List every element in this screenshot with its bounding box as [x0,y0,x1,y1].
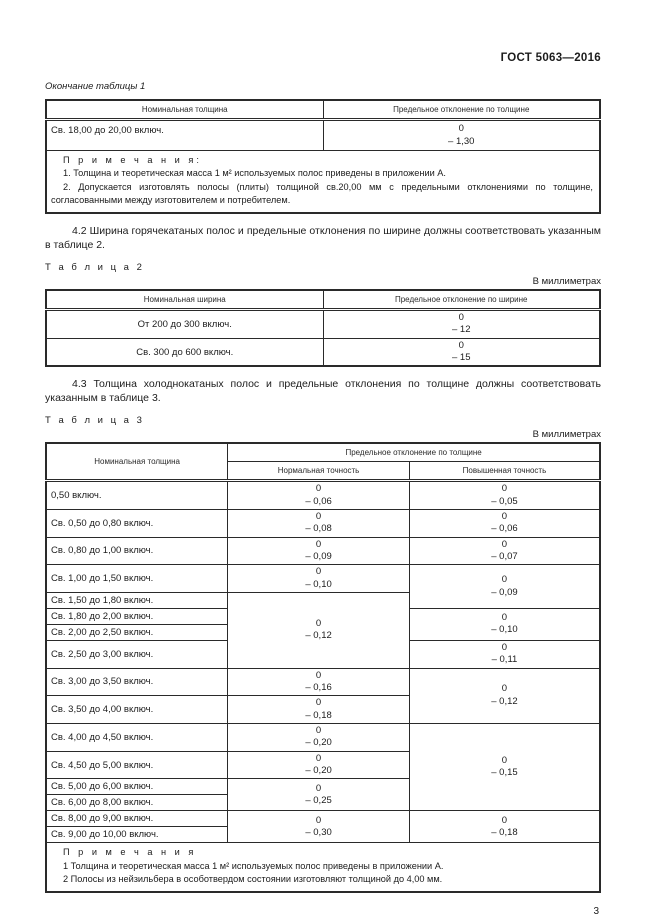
table3-notes-row [46,843,600,893]
nominal-thickness-cell: Св. 9,00 до 10,00 включ. [46,827,228,843]
nominal-thickness-cell: Св. 1,80 до 2,00 включ. [46,608,228,624]
deviation-upper: 0 [501,483,508,495]
table3-header-nominal-thickness: Номинальная толщина [46,443,228,481]
table1-notes-row [46,151,600,214]
deviation-upper: 0 [315,483,322,495]
notes-heading: П р и м е ч а н и я: [63,155,202,165]
high-deviation-cell [409,724,600,811]
note-item: 1. Толщина и теоретическая масса 1 м² используемых полос приведены в приложении А. [63,168,446,179]
deviation-upper: 0 [315,814,322,826]
table-row [46,120,600,151]
normal-deviation-cell [228,751,410,779]
nominal-thickness-cell: 0,50 включ. [46,481,228,510]
deviation-upper: 0 [315,697,322,709]
deviation-upper: 0 [458,123,464,135]
nominal-thickness-cell: Св. 8,00 до 9,00 включ. [46,811,228,827]
deviation-lower: – 0,20 [305,765,332,777]
deviation-lower: – 0,09 [491,586,518,598]
table-row [46,310,600,339]
note-item: 2 Полосы из нейзильбера в особотвердом состоянии изготовляют толщиной до 4,00 мм. [63,874,443,885]
high-deviation-cell [409,811,600,843]
normal-deviation-cell [228,696,410,724]
paragraph-4-3: 4.3 Толщина холоднокатаных полос и предельные отклонения по толщине должны соответствовать указанным в таблице 3. [45,378,601,405]
deviation-lower: – 0,06 [491,523,518,535]
deviation-upper: 0 [501,683,508,695]
deviation-cell [323,120,600,151]
nominal-thickness-cell: Св. 3,00 до 3,50 включ. [46,668,228,696]
deviation-lower: – 0,10 [305,578,332,590]
table3-header-deviation-group: Предельное отклонение по толщине [228,443,600,462]
deviation-cell [323,338,600,366]
table-row [46,811,600,827]
paragraph-4-2: 4.2 Ширина горячекатаных полос и предельные отклонения по ширине должны соответствовать указанным в таблице 2. [45,225,601,252]
table2-label: Т а б л и ц а 2 [45,262,145,274]
deviation-upper: 0 [315,538,322,550]
table-row [46,338,600,366]
deviation-upper: 0 [501,574,508,586]
deviation-lower: – 15 [452,352,471,364]
table1-header-row [46,100,600,120]
nominal-thickness-cell: Св. 4,00 до 4,50 включ. [46,724,228,752]
nominal-thickness-cell: Св. 5,00 до 6,00 включ. [46,779,228,795]
normal-deviation-cell [228,565,410,593]
doc-number: ГОСТ 5063—2016 [500,52,601,64]
normal-deviation-cell [228,481,410,510]
notes-heading: П р и м е ч а н и я [63,847,197,858]
high-deviation-cell [409,509,600,537]
high-deviation-cell [409,640,600,668]
nominal-thickness-cell: Св. 1,50 до 1,80 включ. [46,592,228,608]
note-item: 2. Допускается изготовлять полосы (плиты) толщиной св.20,00 мм с предельными отклонениями по толщине, согласованными между изготовителем и потребителем. [51,181,593,206]
deviation-lower: – 0,11 [491,654,518,666]
deviation-upper: 0 [501,612,508,624]
deviation-lower: – 0,12 [491,695,518,707]
nominal-thickness-cell: Св. 0,80 до 1,00 включ. [46,537,228,565]
deviation-lower: – 0,18 [491,826,518,838]
deviation-lower: – 12 [452,324,471,336]
deviation-upper: 0 [315,782,322,794]
note-item: 1 Толщина и теоретическая масса 1 м² используемых полос приведены в приложении А. [63,860,444,871]
high-deviation-cell [409,608,600,640]
high-deviation-cell [409,668,600,723]
table-row [46,724,600,752]
normal-deviation-cell [228,592,410,668]
deviation-lower: – 0,07 [491,550,518,562]
nominal-width-cell: От 200 до 300 включ. [46,310,323,339]
nominal-width-cell: Св. 300 до 600 включ. [46,338,323,366]
high-deviation-cell [409,565,600,609]
normal-deviation-cell [228,779,410,811]
nominal-thickness-cell: Св. 3,50 до 4,00 включ. [46,696,228,724]
normal-deviation-cell [228,724,410,752]
deviation-upper: 0 [315,617,322,629]
deviation-lower: – 0,30 [305,826,332,838]
deviation-upper: 0 [458,339,464,351]
table1-continuation-label: Окончание таблицы 1 [45,81,146,92]
deviation-lower: – 0,06 [305,495,332,507]
deviation-upper: 0 [315,566,322,578]
nominal-thickness-cell: Св. 4,50 до 5,00 включ. [46,751,228,779]
high-deviation-cell [409,481,600,510]
deviation-upper: 0 [501,814,508,826]
deviation-upper: 0 [315,510,322,522]
normal-deviation-cell [228,509,410,537]
table1-header-nominal-thickness: Номинальная толщина [46,100,323,120]
deviation-upper: 0 [501,538,508,550]
high-deviation-cell [409,537,600,565]
deviation-upper: 0 [458,312,464,324]
deviation-upper: 0 [501,641,508,653]
table2 [45,289,601,367]
deviation-upper: 0 [315,752,322,764]
deviation-upper: 0 [315,669,322,681]
table2-header-row [46,290,600,310]
deviation-upper: 0 [501,754,508,766]
table3-notes [46,843,600,893]
normal-deviation-cell [228,811,410,843]
deviation-lower: – 0,15 [491,767,518,779]
deviation-lower: – 0,25 [305,794,332,806]
nominal-thickness-cell: Св. 2,50 до 3,00 включ. [46,640,228,668]
table1-notes [46,151,600,214]
table-row [46,537,600,565]
deviation-cell [323,310,600,339]
table3-label: Т а б л и ц а 3 [45,415,145,427]
nominal-thickness-cell: Св. 1,00 до 1,50 включ. [46,565,228,593]
table3-header-high-precision: Повышенная точность [409,462,600,481]
table-row [46,565,600,593]
table3-units-label: В миллиметрах [532,429,601,441]
table1-header-deviation: Предельное отклонение по толщине [323,100,600,120]
deviation-lower: – 0,18 [305,709,332,721]
normal-deviation-cell [228,668,410,696]
table3 [45,442,601,893]
deviation-lower: – 0,12 [305,630,332,642]
deviation-lower: – 0,09 [305,550,332,562]
table2-units-label: В миллиметрах [532,276,601,288]
table1 [45,99,601,214]
deviation-lower: – 0,20 [305,737,332,749]
table3-header-normal-precision: Нормальная точность [228,462,410,481]
deviation-lower: – 1,30 [448,135,475,147]
table-row [46,509,600,537]
table2-header-nominal-width: Номинальная ширина [46,290,323,310]
normal-deviation-cell [228,537,410,565]
deviation-lower: – 0,16 [305,681,332,693]
nominal-thickness-cell: Св. 0,50 до 0,80 включ. [46,509,228,537]
table3-header-row-1 [46,443,600,462]
table-row [46,668,600,696]
table2-header-deviation: Предельное отклонение по ширине [323,290,600,310]
nominal-thickness-cell: Св. 2,00 до 2,50 включ. [46,624,228,640]
nominal-thickness-cell: Св. 6,00 до 8,00 включ. [46,795,228,811]
deviation-upper: 0 [315,725,322,736]
table-row [46,481,600,510]
deviation-lower: – 0,05 [491,495,518,507]
deviation-lower: – 0,10 [491,624,518,636]
table3-body [46,481,600,843]
nominal-thickness-cell: Св. 18,00 до 20,00 включ. [46,120,323,151]
deviation-lower: – 0,08 [305,523,332,535]
deviation-upper: 0 [501,510,508,522]
page-number: 3 [593,906,599,917]
